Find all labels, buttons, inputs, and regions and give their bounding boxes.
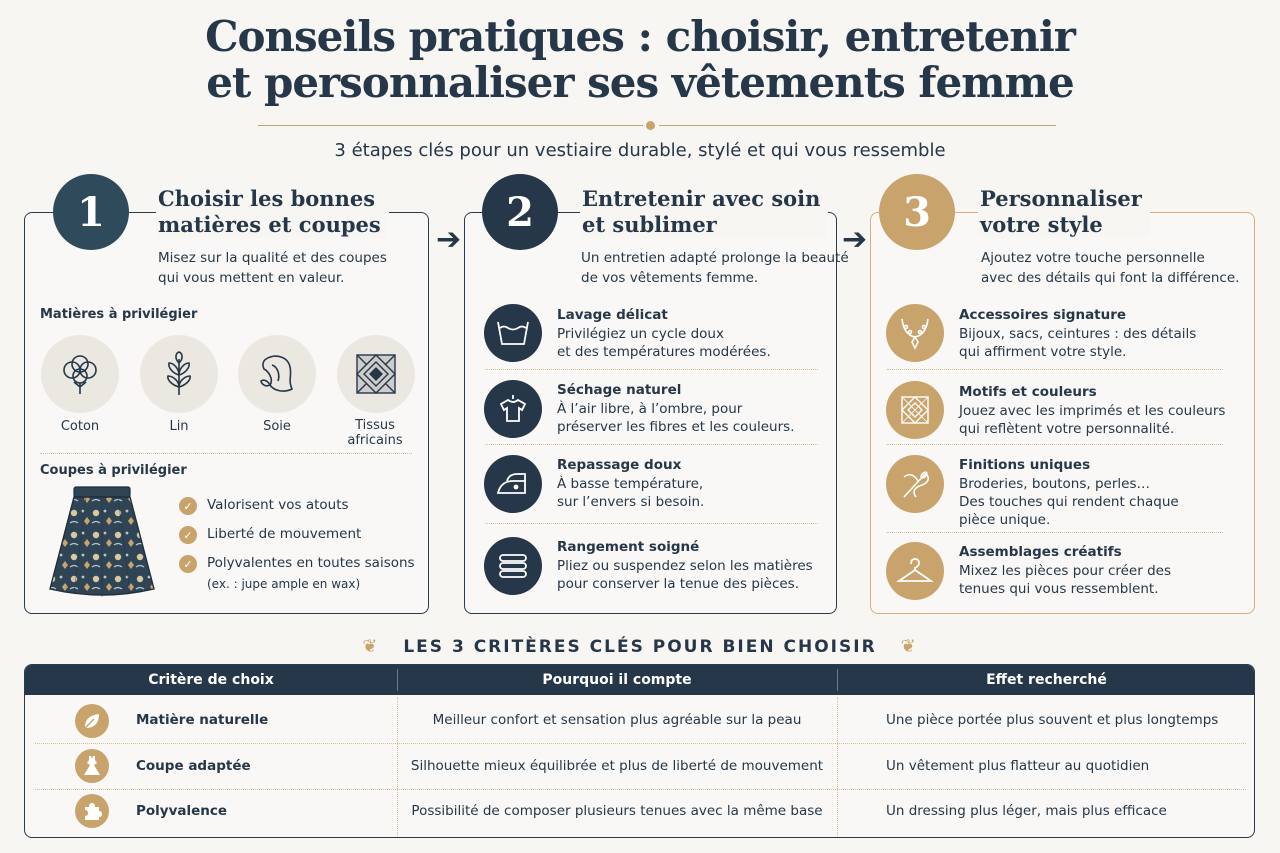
arrow-right-icon: ➔	[842, 222, 868, 257]
step-1-description: Misez sur la qualité et des coupes qui vous mettent en valeur.	[158, 250, 387, 286]
check-icon: ✓	[179, 555, 197, 573]
divider	[485, 523, 818, 524]
criteria-table	[24, 664, 1255, 838]
page-subtitle: 3 étapes clés pour un vestiaire durable, stylé et qui vous ressemble	[334, 140, 946, 161]
cotton-icon	[41, 335, 119, 413]
page-title: Conseils pratiques : choisir, entretenir et personnaliser ses vêtements femme	[205, 12, 1075, 107]
style-item-description: Mixez les pièces pour créer des tenues qui vous ressemblent.	[959, 563, 1171, 597]
row-divider	[35, 789, 1246, 790]
column-header: Effet recherché	[986, 672, 1107, 688]
african-fabric-icon	[337, 335, 415, 413]
table-row-criterion: Coupe adaptée	[136, 758, 251, 774]
divider	[485, 444, 818, 445]
silk-icon	[238, 335, 316, 413]
title-divider-left	[258, 125, 643, 126]
check-icon: ✓	[179, 497, 197, 515]
care-item-title: Rangement soigné	[557, 539, 700, 555]
table-row-why: Possibilité de composer plusieurs tenues avec la même base	[411, 803, 823, 819]
divider	[887, 532, 1223, 533]
table-row-criterion: Matière naturelle	[136, 712, 269, 728]
material-label-african: Tissus africains	[347, 418, 403, 448]
leaf-icon: ❦	[900, 636, 918, 657]
arrow-right-icon: ➔	[436, 222, 462, 257]
divider	[485, 369, 818, 370]
necklace-icon	[886, 304, 944, 362]
skirt-illustration	[46, 485, 158, 601]
check-icon: ✓	[179, 526, 197, 544]
divider	[887, 369, 1223, 370]
style-item-title: Assemblages créatifs	[959, 544, 1122, 560]
table-row-effect: Un vêtement plus flatteur au quotidien	[886, 758, 1150, 774]
flax-icon	[140, 335, 218, 413]
care-item-description: Privilégiez un cycle doux et des températures modérées.	[557, 326, 771, 360]
step-3-description: Ajoutez votre touche personnelle avec des détails qui font la différence.	[981, 250, 1240, 286]
step-2-description: Un entretien adapté prolonge la beauté de vos vêtements femme.	[581, 250, 849, 286]
style-item-title: Motifs et couleurs	[959, 384, 1097, 400]
care-item-title: Lavage délicat	[557, 307, 668, 323]
care-item-description: À basse température, sur l’envers si besoin.	[557, 476, 705, 510]
cut-example-note: (ex. : jupe ample en wax)	[207, 577, 361, 591]
material-label-cotton: Coton	[60, 419, 100, 434]
step-2-number-badge: 2	[482, 174, 558, 250]
drying-shirt-icon	[484, 380, 542, 438]
divider	[887, 444, 1223, 445]
style-item-description: Broderies, boutons, perles… Des touches qui rendent chaque pièce unique.	[959, 476, 1179, 528]
step-1-number-badge: 1	[53, 174, 129, 250]
iron-icon	[484, 455, 542, 513]
cuts-label: Coupes à privilégier	[40, 463, 187, 478]
cut-benefit: Polyvalentes en toutes saisons	[207, 555, 415, 571]
cut-benefit: Liberté de mouvement	[207, 526, 362, 542]
material-label-silk: Soie	[263, 419, 291, 434]
care-item-title: Séchage naturel	[557, 382, 682, 398]
title-divider-right	[659, 125, 1056, 126]
column-header: Critère de choix	[148, 672, 274, 688]
column-header: Pourquoi il compte	[542, 672, 692, 688]
cut-benefit: Valorisent vos atouts	[207, 497, 349, 513]
table-row-effect: Un dressing plus léger, mais plus efficace	[886, 803, 1167, 819]
step-3-title: Personnaliser votre style	[978, 186, 1150, 238]
leaf-icon	[75, 704, 109, 738]
table-row-effect: Une pièce portée plus souvent et plus longtemps	[886, 712, 1219, 728]
care-item-title: Repassage doux	[557, 457, 682, 473]
criteria-section-title: ❦ LES 3 CRITÈRES CLÉS POUR BIEN CHOISIR ❦	[362, 636, 918, 657]
material-label-flax: Lin	[169, 419, 189, 434]
needle-thread-icon	[886, 455, 944, 513]
materials-label: Matières à privilégier	[40, 307, 198, 322]
hanger-icon	[886, 542, 944, 600]
care-item-description: À l’air libre, à l’ombre, pour préserver les fibres et les couleurs.	[557, 401, 795, 435]
pattern-icon	[886, 381, 944, 439]
folded-clothes-icon	[484, 537, 542, 595]
care-item-description: Pliez ou suspendez selon les matières pour conserver la tenue des pièces.	[557, 558, 813, 592]
table-row-criterion: Polyvalence	[136, 803, 228, 819]
style-item-description: Bijoux, sacs, ceintures : des détails qui affirment votre style.	[959, 326, 1197, 360]
dress-icon	[75, 749, 109, 783]
style-item-title: Finitions uniques	[959, 457, 1091, 473]
title-divider-dot	[646, 121, 655, 130]
step-1-title: Choisir les bonnes matières et coupes	[156, 186, 389, 238]
leaf-icon: ❦	[362, 636, 380, 657]
step-3-number-badge: 3	[879, 174, 955, 250]
washing-icon	[484, 304, 542, 362]
step-2-title: Entretenir avec soin et sublimer	[580, 186, 828, 238]
style-item-title: Accessoires signature	[959, 307, 1127, 323]
column-divider	[837, 697, 838, 838]
style-item-description: Jouez avec les imprimés et les couleurs qui reflètent votre personnalité.	[959, 403, 1226, 437]
puzzle-icon	[75, 794, 109, 828]
divider	[40, 453, 412, 454]
row-divider	[35, 743, 1246, 744]
table-row-why: Silhouette mieux équilibrée et plus de liberté de mouvement	[410, 758, 824, 774]
table-row-why: Meilleur confort et sensation plus agréable sur la peau	[432, 712, 802, 728]
